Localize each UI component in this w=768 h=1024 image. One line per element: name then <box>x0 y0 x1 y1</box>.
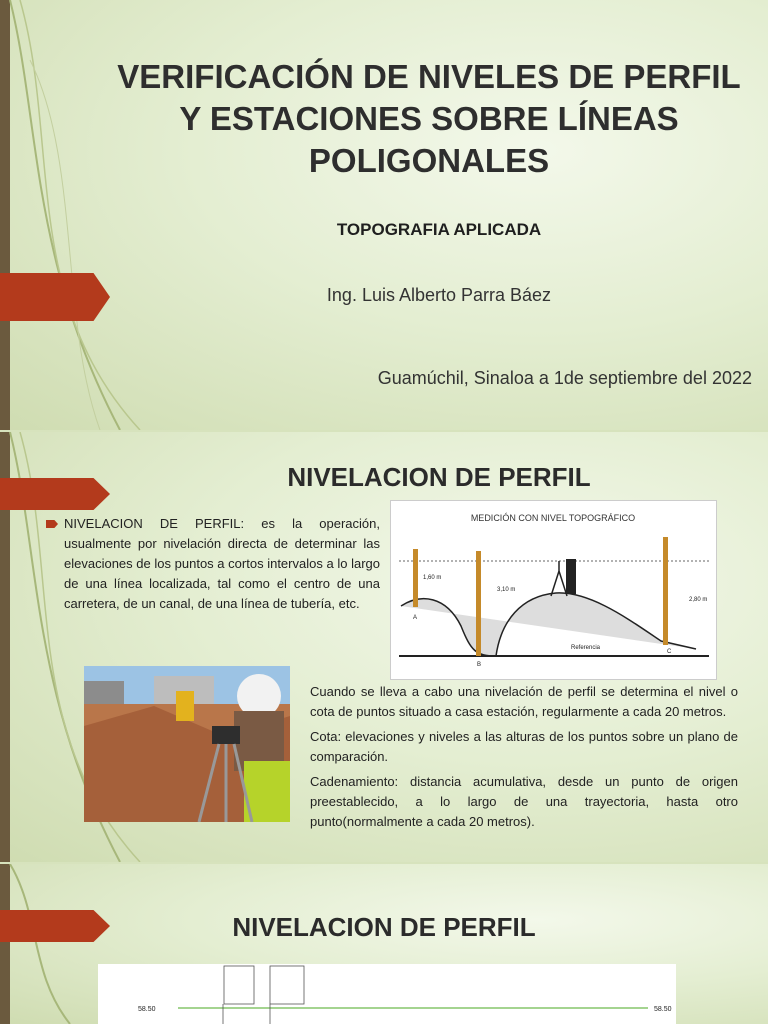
measure-1: 1,60 m <box>423 575 442 581</box>
content-slide-1 <box>0 432 768 862</box>
paragraph-1: Cuando se lleva a cabo una nivelación de perfil se determina el nivel o cota de puntos situado a casa estación, regularmente a cada 20 metros. <box>310 684 738 719</box>
point-b: B <box>477 662 482 668</box>
leveling-rod-a <box>413 549 418 607</box>
point-c: C <box>667 649 672 655</box>
accent-tab <box>0 273 110 321</box>
measure-3: 2,80 m <box>689 597 708 603</box>
slide-heading: NIVELACION DE PERFIL <box>232 912 536 942</box>
surveyor-figure-icon <box>566 559 576 594</box>
table-right-value: 58.50 <box>654 1006 672 1013</box>
measure-2: 3,10 m <box>497 587 516 593</box>
profile-table-image <box>98 964 676 1024</box>
diagram-title: MEDICIÓN CON NIVEL TOPOGRÁFICO <box>470 513 636 523</box>
bullet-text: NIVELACION DE PERFIL: es la operación, usualmente por nivelación directa de determinar las elevaciones de los puntos a cortos intervalos a lo largo de una línea localizada, tal como el centro de una carretera, de un canal, de una línea de tubería, etc. <box>64 516 380 611</box>
bullet-definition <box>64 514 380 614</box>
leveling-rod-b <box>476 551 481 656</box>
tripod-level-icon <box>551 561 567 596</box>
author-name: Ing. Luis Alberto Parra Báez <box>326 285 552 305</box>
presentation-title: VERIFICACIÓN DE NIVELES DE PERFIL Y ESTACIONES SOBRE LÍNEAS POLIGONALES <box>117 58 741 179</box>
paragraph-2: Cota: elevaciones y niveles a las alturas de los puntos sobre un plano de comparación. <box>310 729 738 764</box>
table-left-value: 58.50 <box>138 1006 156 1013</box>
reference-label: Referencia <box>571 645 601 651</box>
course-subtitle: TOPOGRAFIA APLICADA <box>336 220 542 239</box>
slide-heading: NIVELACION DE PERFIL <box>287 462 591 492</box>
content-slide-2 <box>0 864 768 1024</box>
level-diagram-svg <box>391 501 716 679</box>
surveyor-photo <box>84 666 290 822</box>
leveling-rod-c <box>663 537 668 645</box>
explanation-text <box>310 682 738 837</box>
title-slide <box>0 0 768 430</box>
paragraph-3: Cadenamiento: distancia acumulativa, desde un punto de origen preestablecido, a lo largo de una trayectoria, hasta otro punto(normalmente a cada 20 metros). <box>310 774 738 829</box>
accent-tab <box>0 478 110 510</box>
point-a: A <box>413 615 418 621</box>
place-date: Guamúchil, Sinaloa a 1de septiembre del 2022 <box>377 368 752 388</box>
level-diagram <box>390 500 717 680</box>
